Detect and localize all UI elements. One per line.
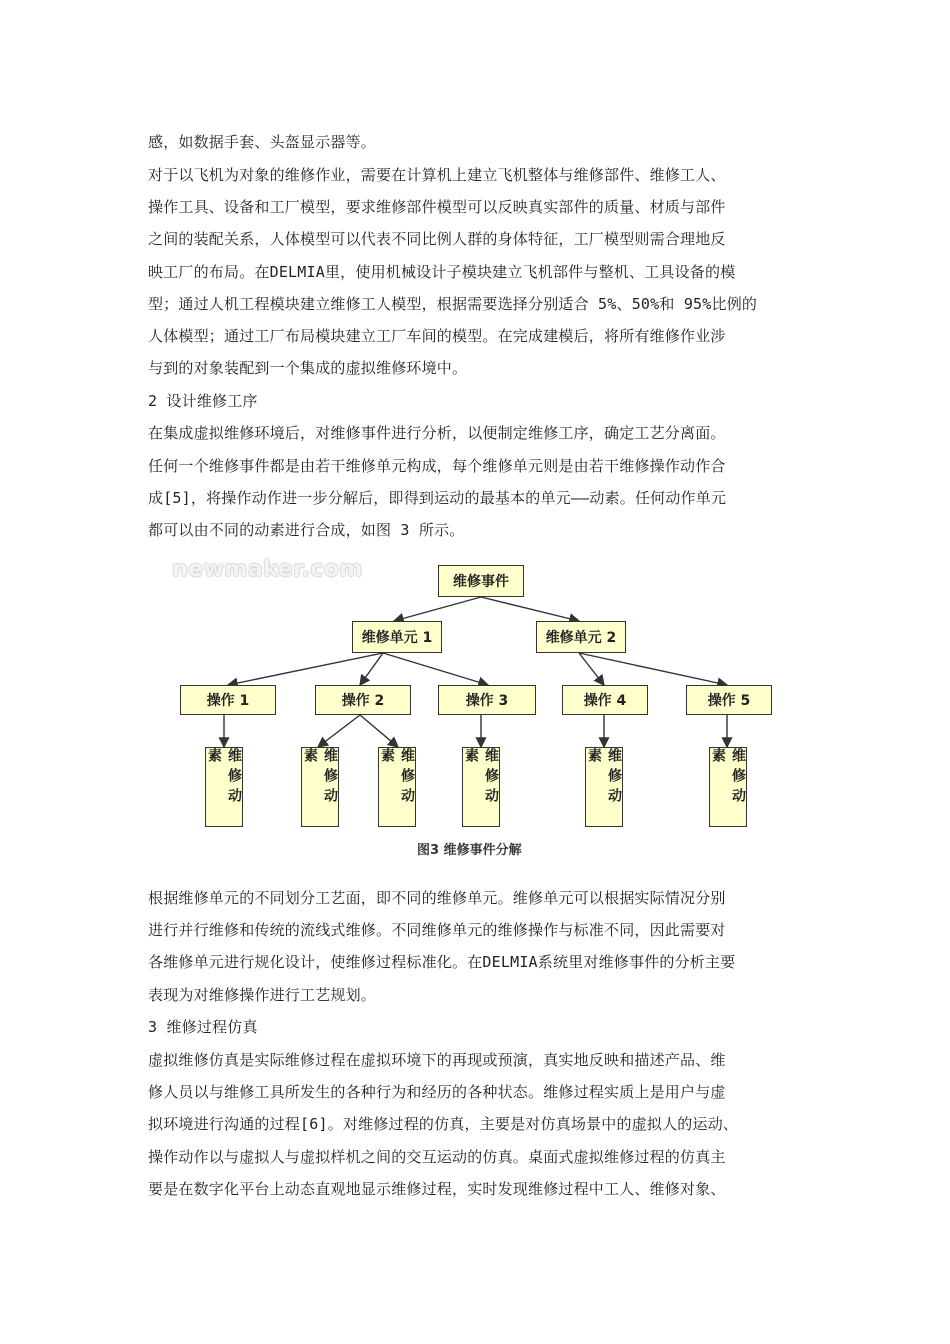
text-line: 任何一个维修事件都是由若干维修单元构成，每个维修单元则是由若干维修操作动作合 (148, 457, 726, 475)
figure-caption: 图3 维修事件分解 (417, 843, 522, 858)
text-line: 虚拟维修仿真是实际维修过程在虚拟环境下的再现或预演，真实地反映和描述产品、维 (148, 1051, 726, 1069)
node-operation-1: 操作 1 (180, 685, 276, 715)
section-heading: 2 设计维修工序 (148, 392, 258, 410)
text-line: 各维修单元进行规化设计，使维修过程标准化。在DELMIA系统里对维修事件的分析主要 (148, 953, 736, 971)
node-unit-1: 维修单元 1 (352, 621, 442, 653)
text-line: 映工厂的布局。在DELMIA里，使用机械设计子模块建立飞机部件与整机、工具设备的模 (148, 263, 736, 281)
text-line: 型；通过人机工程模块建立维修工人模型，根据需要选择分别适合 5%、50%和 95%比例的 (148, 295, 758, 313)
text-line: 进行并行维修和传统的流线式维修。不同维修单元的维修操作与标准不同，因此需要对 (148, 921, 726, 939)
node-element: 维修动素 (462, 747, 500, 827)
text-line: 表现为对维修操作进行工艺规划。 (148, 986, 377, 1004)
node-unit-2: 维修单元 2 (536, 621, 626, 653)
node-element: 维修动素 (205, 747, 243, 827)
text-line: 与到的对象装配到一个集成的虚拟维修环境中。 (148, 359, 468, 377)
node-operation-4: 操作 4 (562, 685, 648, 715)
text-line: 感，如数据手套、头盔显示器等。 (148, 133, 377, 151)
figure-maintenance-decomposition (170, 555, 790, 865)
node-element: 维修动素 (378, 747, 416, 827)
node-element: 维修动素 (301, 747, 339, 827)
node-operation-5: 操作 5 (686, 685, 772, 715)
text-line: 在集成虚拟维修环境后，对维修事件进行分析，以便制定维修工序，确定工艺分离面。 (148, 424, 726, 442)
text-line: 根据维修单元的不同划分工艺面，即不同的维修单元。维修单元可以根据实际情况分别 (148, 889, 726, 907)
watermark: newmaker.com (172, 557, 363, 582)
section-heading: 3 维修过程仿真 (148, 1018, 258, 1036)
text-line: 成[5]，将操作动作进一步分解后，即得到运动的最基本的单元——动素。任何动作单元 (148, 489, 727, 507)
node-element: 维修动素 (709, 747, 747, 827)
text-line: 要是在数字化平台上动态直观地显示维修过程，实时发现维修过程中工人、维修对象、 (148, 1180, 726, 1198)
text-line: 拟环境进行沟通的过程[6]。对维修过程的仿真，主要是对仿真场景中的虚拟人的运动、 (148, 1115, 739, 1133)
text-line: 对于以飞机为对象的维修作业，需要在计算机上建立飞机整体与维修部件、维修工人、 (148, 166, 726, 184)
text-line: 修人员以与维修工具所发生的各种行为和经历的各种状态。维修过程实质上是用户与虚 (148, 1083, 726, 1101)
node-maintenance-event: 维修事件 (438, 565, 524, 597)
text-line: 都可以由不同的动素进行合成，如图 3 所示。 (148, 521, 465, 539)
text-line: 操作动作以与虚拟人与虚拟样机之间的交互运动的仿真。桌面式虚拟维修过程的仿真主 (148, 1148, 726, 1166)
text-line: 操作工具、设备和工厂模型，要求维修部件模型可以反映真实部件的质量、材质与部件 (148, 198, 726, 216)
text-line: 人体模型；通过工厂布局模块建立工厂车间的模型。在完成建模后，将所有维修作业涉 (148, 327, 726, 345)
node-operation-2: 操作 2 (315, 685, 411, 715)
text-line: 之间的装配关系，人体模型可以代表不同比例人群的身体特征，工厂模型则需合理地反 (148, 230, 726, 248)
node-operation-3: 操作 3 (438, 685, 536, 715)
node-element: 维修动素 (585, 747, 623, 827)
